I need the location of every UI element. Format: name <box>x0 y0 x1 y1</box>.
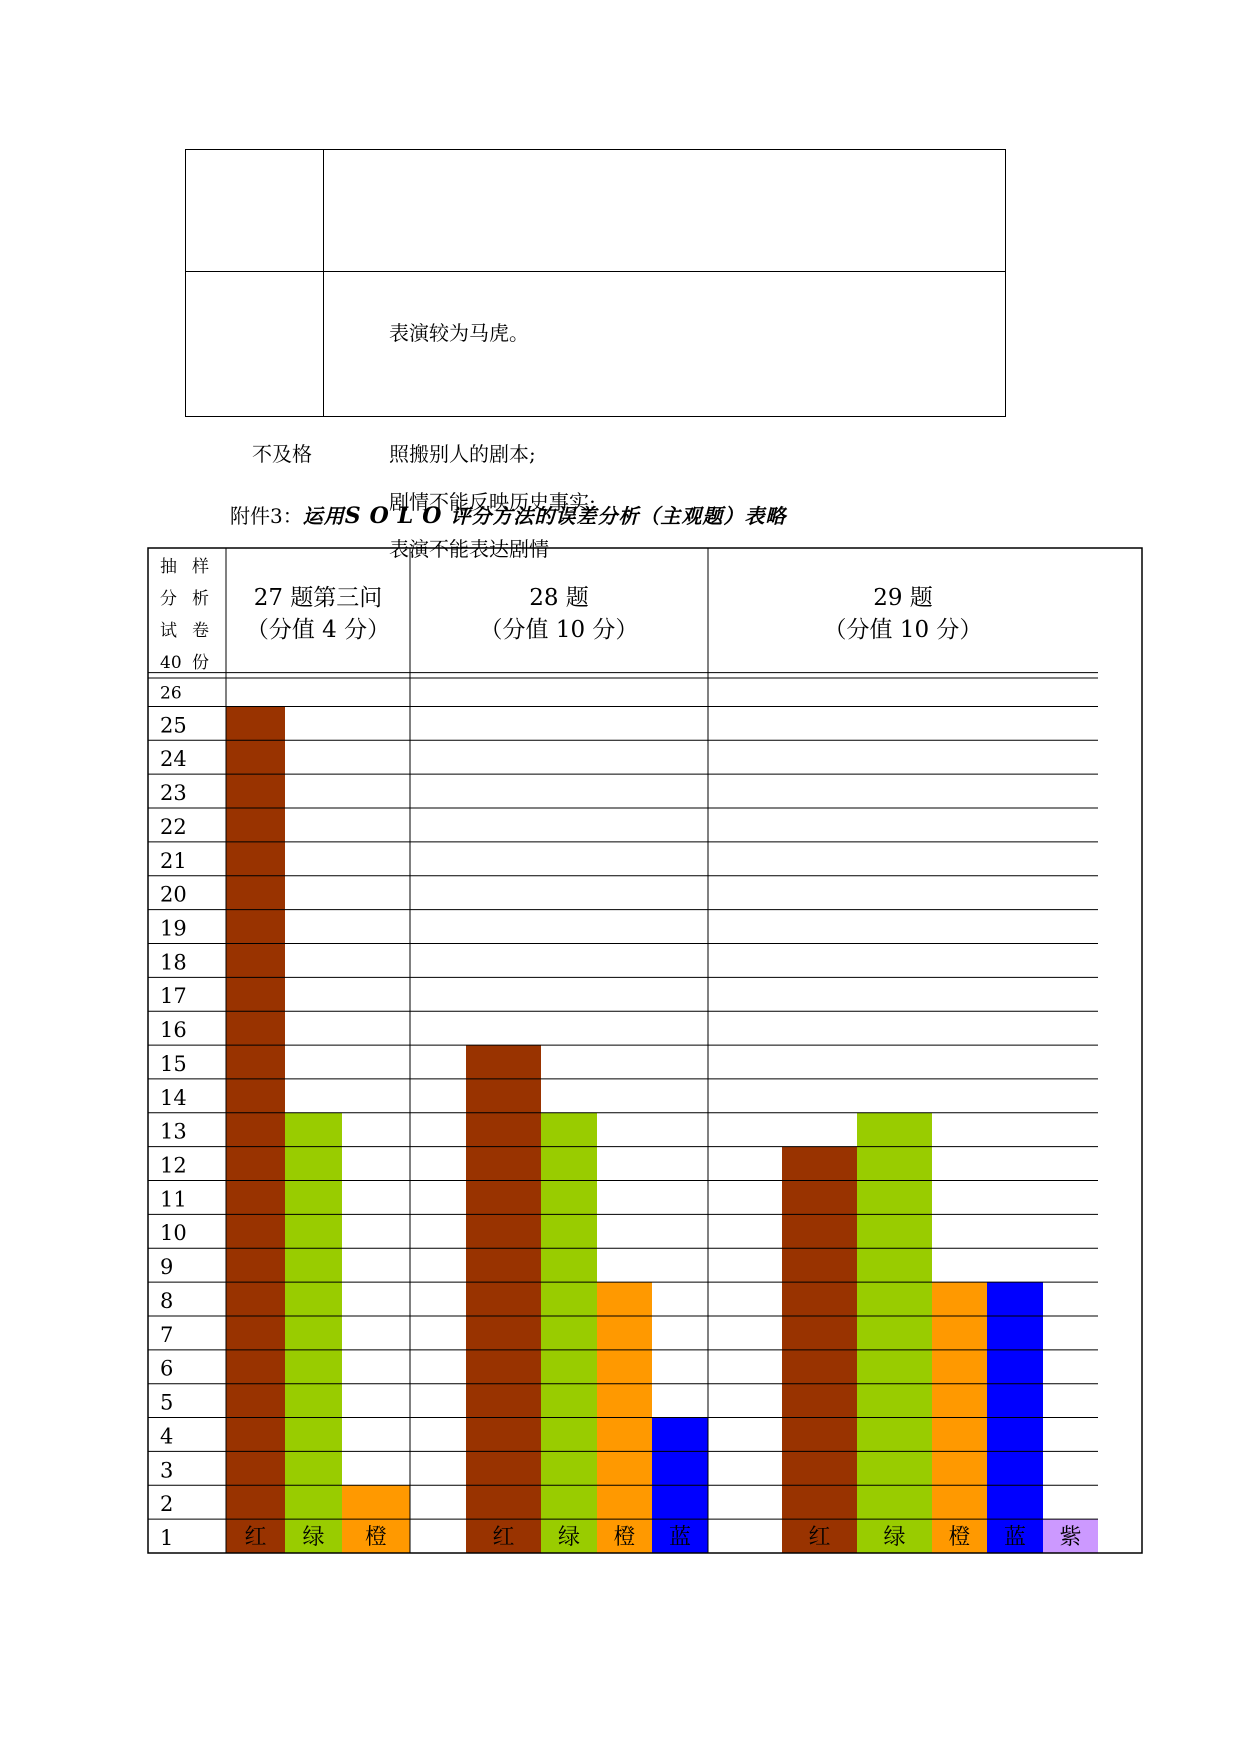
rubric-row2-line2: 剧情不能反映历史事实; <box>389 490 596 514</box>
y-tick-label-23: 23 <box>160 781 187 806</box>
bar-label-3-4: 蓝 <box>1003 1525 1027 1550</box>
bar-label-3-2: 绿 <box>883 1525 906 1550</box>
bar-label-2-1: 红 <box>492 1525 515 1550</box>
corner-label-2: 分 <box>160 589 177 609</box>
y-tick-label-14: 14 <box>160 1085 187 1110</box>
group-subtitle-1: （分值 4 分） <box>245 617 391 643</box>
row-divider <box>186 271 1005 272</box>
y-tick-label-12: 12 <box>160 1153 187 1178</box>
column-divider <box>323 150 324 416</box>
group-subtitle-3: （分值 10 分） <box>823 617 983 643</box>
corner-label-7: 份 <box>192 653 209 673</box>
group-title-3: 29 题 <box>873 585 933 611</box>
group-title-2: 28 题 <box>529 585 589 611</box>
y-tick-label-25: 25 <box>160 713 187 738</box>
y-tick-label-1: 1 <box>160 1526 174 1550</box>
bar-label-2-4: 蓝 <box>668 1525 692 1550</box>
y-tick-label-19: 19 <box>160 916 187 941</box>
y-tick-label-11: 11 <box>160 1187 187 1212</box>
group-subtitle-2: （分值 10 分） <box>479 617 639 643</box>
y-tick-label-3: 3 <box>160 1458 174 1483</box>
caption-solo: SOLO <box>344 503 451 529</box>
bar-2-2 <box>541 1113 597 1553</box>
bar-label-1-2: 绿 <box>302 1525 325 1550</box>
y-tick-label-8: 8 <box>160 1288 174 1313</box>
y-tick-label-5: 5 <box>160 1390 174 1415</box>
y-tick-label-9: 9 <box>160 1255 174 1280</box>
bar-label-1-3: 橙 <box>364 1525 388 1550</box>
y-tick-label-26: 26 <box>160 683 182 704</box>
caption-part1: 运用 <box>302 504 345 528</box>
y-tick-label-6: 6 <box>160 1356 174 1381</box>
y-tick-label-22: 22 <box>160 814 187 839</box>
corner-label-4: 试 <box>160 621 177 641</box>
bar-1-2 <box>285 1113 342 1553</box>
corner-label-5: 卷 <box>192 621 209 641</box>
group-title-1: 27 题第三问 <box>253 585 383 611</box>
bar-label-3-5: 紫 <box>1059 1525 1082 1550</box>
appendix-caption <box>230 500 786 529</box>
rubric-row2-level: 不及格 <box>252 442 312 466</box>
y-tick-label-18: 18 <box>160 950 187 975</box>
bar-label-1-1: 红 <box>244 1525 267 1550</box>
rubric-row1-line1: 表演较为马虎。 <box>389 321 529 345</box>
corner-label-1: 样 <box>192 557 209 577</box>
y-tick-label-21: 21 <box>160 848 187 873</box>
caption-part2: 评分方法的误差分析（主观题）表略 <box>450 504 787 528</box>
rubric-row2-line3: 表演不能表达剧情 <box>389 537 549 561</box>
y-tick-label-13: 13 <box>160 1119 187 1144</box>
y-tick-label-24: 24 <box>160 747 187 772</box>
y-tick-label-2: 2 <box>160 1492 174 1517</box>
y-tick-label-4: 4 <box>160 1424 174 1449</box>
y-tick-label-17: 17 <box>160 984 187 1009</box>
y-tick-label-16: 16 <box>160 1018 187 1043</box>
bar-label-2-2: 绿 <box>557 1525 581 1550</box>
bar-label-2-3: 橙 <box>613 1525 636 1550</box>
y-tick-label-20: 20 <box>160 882 187 907</box>
corner-label-3: 析 <box>192 589 209 609</box>
bar-3-2 <box>857 1113 932 1553</box>
corner-label-6: 40 <box>160 653 182 673</box>
y-tick-label-10: 10 <box>160 1221 187 1246</box>
y-tick-label-15: 15 <box>160 1051 187 1076</box>
bar-label-3-1: 红 <box>808 1525 831 1550</box>
bar-2-1 <box>466 1045 541 1553</box>
rubric-row2-line1: 照搬别人的剧本; <box>389 442 536 466</box>
bar-label-3-3: 橙 <box>948 1525 971 1550</box>
y-tick-label-7: 7 <box>160 1322 174 1347</box>
corner-label-0: 抽 <box>160 557 177 577</box>
caption-prefix: 附件3： <box>230 504 303 528</box>
bar-1-1 <box>226 706 285 1553</box>
